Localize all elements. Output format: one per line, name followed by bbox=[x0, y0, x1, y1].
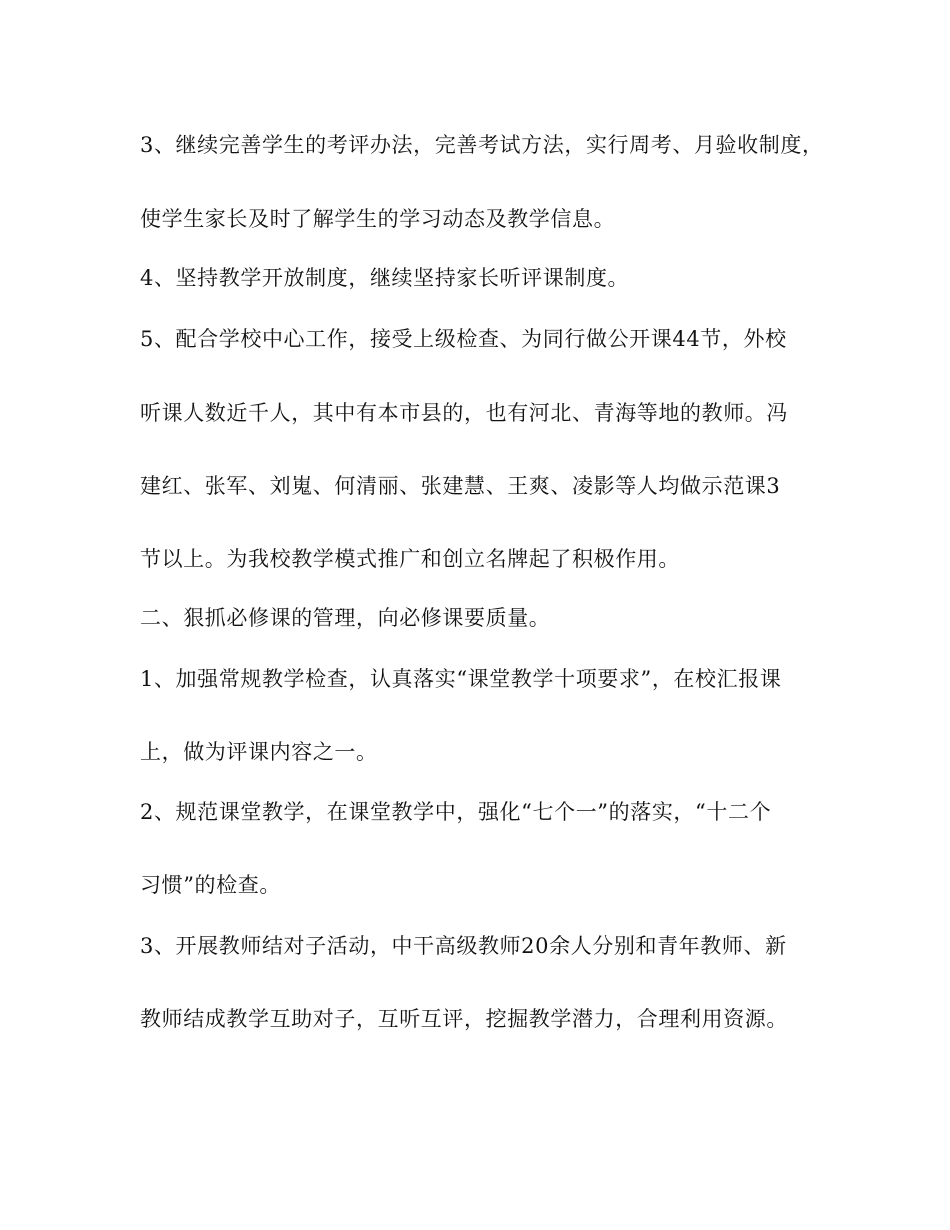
paragraph-4-line-1: 4、坚持教学开放制度，继续坚持家长听评课制度。 bbox=[140, 266, 630, 290]
item-2-line-1: 2、规范课堂教学，在课堂教学中，强化“七个一”的落实，“十二个 bbox=[140, 800, 772, 824]
item-1-line-1: 1、加强常规教学检查，认真落实“课堂教学十项要求”，在校汇报课 bbox=[140, 667, 782, 691]
paragraph-5-line-2: 听课人数近千人，其中有本市县的，也有河北、青海等地的教师。冯 bbox=[140, 401, 788, 425]
paragraph-5-line-3: 建红、张军、刘嵬、何清丽、张建慧、王爽、凌影等人均做示范课3 bbox=[140, 474, 781, 498]
section-heading-2: 二、狠抓必修课的管理，向必修课要质量。 bbox=[140, 606, 551, 630]
paragraph-5-line-4: 节以上。为我校教学模式推广和创立名牌起了积极作用。 bbox=[140, 547, 680, 571]
item-1-line-2: 上，做为评课内容之一。 bbox=[140, 740, 378, 764]
paragraph-5-line-1: 5、配合学校中心工作，接受上级检查、为同行做公开课44节，外校 bbox=[140, 327, 787, 351]
paragraph-3-line-2: 使学生家长及时了解学生的学习动态及教学信息。 bbox=[140, 207, 616, 231]
item-2-line-2: 习惯”的检查。 bbox=[140, 873, 281, 897]
item-3-line-2: 教师结成教学互助对子，互听互评，挖掘教学潜力，合理利用资源。 bbox=[140, 1007, 788, 1031]
paragraph-3-line-1: 3、继续完善学生的考评办法，完善考试方法，实行周考、月验收制度， bbox=[140, 133, 824, 157]
item-3-line-1: 3、开展教师结对子活动，中干高级教师20余人分别和青年教师、新 bbox=[140, 934, 787, 958]
